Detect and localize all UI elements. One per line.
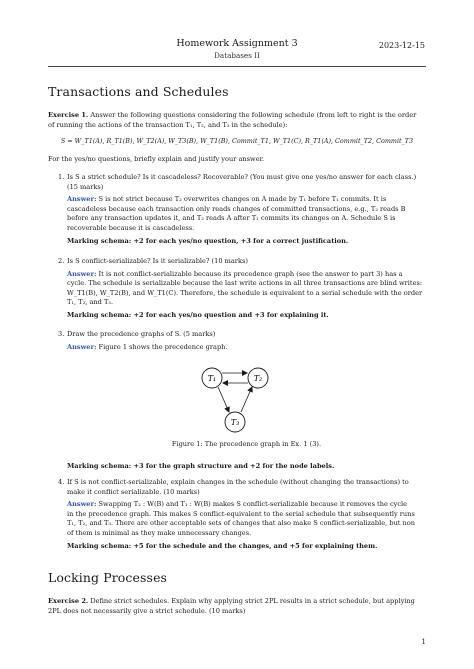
item-1-answer <box>67 195 426 205</box>
node-t1-label: T₁ <box>207 374 217 383</box>
item-2-answer-line3: W_T1(B), W_T2(B), and W_T1(C). Therefore, the schedule is equivalent to a serial schedule with the order <box>67 288 423 297</box>
item-1-number: 1. <box>58 173 65 181</box>
item-4-answer-label: Answer: <box>67 500 97 509</box>
edge-t3-t2 <box>241 387 252 412</box>
item-1-answer-line1: S is not strict because T₂ overwrites changes on A made by T₁ before T₁ commits. It is <box>98 195 387 204</box>
item-3-marking: Marking schema: +3 for the graph structure and +2 for the node labels. <box>67 462 335 470</box>
node-t3-label: T₃ <box>230 418 240 427</box>
item-2-marking: Marking schema: +2 for each yes/no question and +3 for explaining it. <box>67 310 329 319</box>
item-1-answer-line3: before any transaction updates it, and T₂ reads A after T₁ commits its changes on A. Schedule S is <box>67 214 396 223</box>
item-4-answer-line2: in the precedence graph. This makes S conflict-equivalent to the serial schedule that subsequently runs <box>67 509 415 518</box>
exercise-2-text-line2: 2PL does not necessarily give a strict schedule. (10 marks) <box>48 606 246 615</box>
exercise-1-prompt <box>48 111 426 130</box>
document-subtitle: Databases II <box>214 51 260 60</box>
item-4-answer-line3: T₁, T₂, and T₃. There are other acceptable sets of changes that also make S conflict-serializable, but non <box>67 519 416 528</box>
item-4-marking: Marking schema: +5 for the schedule and the changes, and +5 for explaining them. <box>67 541 378 550</box>
item-2-answer-line2: cycle. The schedule is serializable because the last write actions in all three transactions are blind writes: <box>67 279 423 288</box>
item-2-question-line1: Is S conflict-serializable? Is it serializable? (10 marks) <box>67 257 248 265</box>
item-1-question-line2: (15 marks) <box>67 182 104 191</box>
header-rule <box>48 66 426 67</box>
item-3-number: 3. <box>58 330 65 338</box>
exercise-1-text-line1: Answer the following questions considering the following schedule (from left to right is the order <box>90 111 417 119</box>
document-date: 2023-12-15 <box>378 41 425 50</box>
item-4-question-line1: If S is not conflict-serializable, explain changes in the schedule (without changing the transactions) to <box>67 478 409 486</box>
item-3-answer-line1: Figure 1 shows the precedence graph. <box>98 342 228 351</box>
document-title: Homework Assignment 3 <box>176 38 298 49</box>
item-4-answer-line1: Swapping T₂ : W(B) and T₁ : W(B) makes S conflict-serializable because it removes the cycle <box>98 500 408 509</box>
item-4-number: 4. <box>58 478 65 486</box>
item-4 <box>67 478 426 551</box>
section-title-transactions: Transactions and Schedules <box>48 84 229 99</box>
item-2-answer <box>67 270 426 280</box>
item-2-number: 2. <box>58 257 65 265</box>
section-title-locking: Locking Processes <box>48 570 168 585</box>
item-1-answer-line2: cascadeless because each transaction only reads changes of committed transactions, e.g., T₂ reads B <box>67 204 406 213</box>
item-3-answer-label: Answer: <box>67 342 97 351</box>
item-3-question-line1: Draw the precedence graphs of S. (5 marks) <box>67 330 216 338</box>
item-2 <box>67 257 426 321</box>
item-1-answer-line4: recoverable because it is cascadeless. <box>67 223 195 232</box>
exercise-1-text-line2: of running the actions of the transaction T₁, T₂, and T₃ in the schedule): <box>48 120 288 129</box>
item-1-answer-label: Answer: <box>67 195 97 204</box>
item-2-answer-line4: T₁, T₂, and T₃. <box>67 298 114 307</box>
yesno-note: For the yes/no questions, briefly explain and justify your answer. <box>48 155 265 163</box>
item-4-answer <box>67 500 426 510</box>
item-3 <box>67 330 426 352</box>
edge-t1-t3 <box>218 387 229 412</box>
exercise-1-label: Exercise 1. <box>48 111 89 119</box>
item-4-question-line2: make it conflict serializable. (10 marks) <box>67 487 200 496</box>
exercise-2-label: Exercise 2. <box>48 597 89 605</box>
item-2-answer-label: Answer: <box>67 269 97 278</box>
item-3-answer <box>67 343 426 353</box>
page-number: 1 <box>421 638 426 646</box>
figure-1-caption: Figure 1: The precedence graph in Ex. 1 (3). <box>171 440 322 448</box>
item-4-answer-line4: of them is minimal as they make unnecessary changes. <box>67 528 252 537</box>
exercise-2-text-line1: Define strict schedules. Explain why applying strict 2PL results in a strict schedule, but applying <box>90 597 415 605</box>
node-t2-label: T₂ <box>253 374 263 383</box>
item-1-marking: Marking schema: +2 for each yes/no question, +3 for a correct justification. <box>67 236 349 245</box>
item-2-answer-line1: It is not conflict-serializable because its precedence graph (see the answer to part 3) has a <box>98 269 403 278</box>
exercise-2-prompt <box>48 597 426 616</box>
item-1 <box>67 173 426 246</box>
precedence-graph <box>190 360 286 436</box>
schedule-formula: S = W_T1(A), R_T1(B), W_T2(A), W_T3(B), W_T1(B), Commit_T1, W_T1(C), R_T1(A), Commit_T2, Commit_T3 <box>60 137 414 145</box>
item-1-question-line1: Is S a strict schedule? Is it cascadeless? Recoverable? (You must give one yes/no answer for each class.) <box>67 173 417 181</box>
